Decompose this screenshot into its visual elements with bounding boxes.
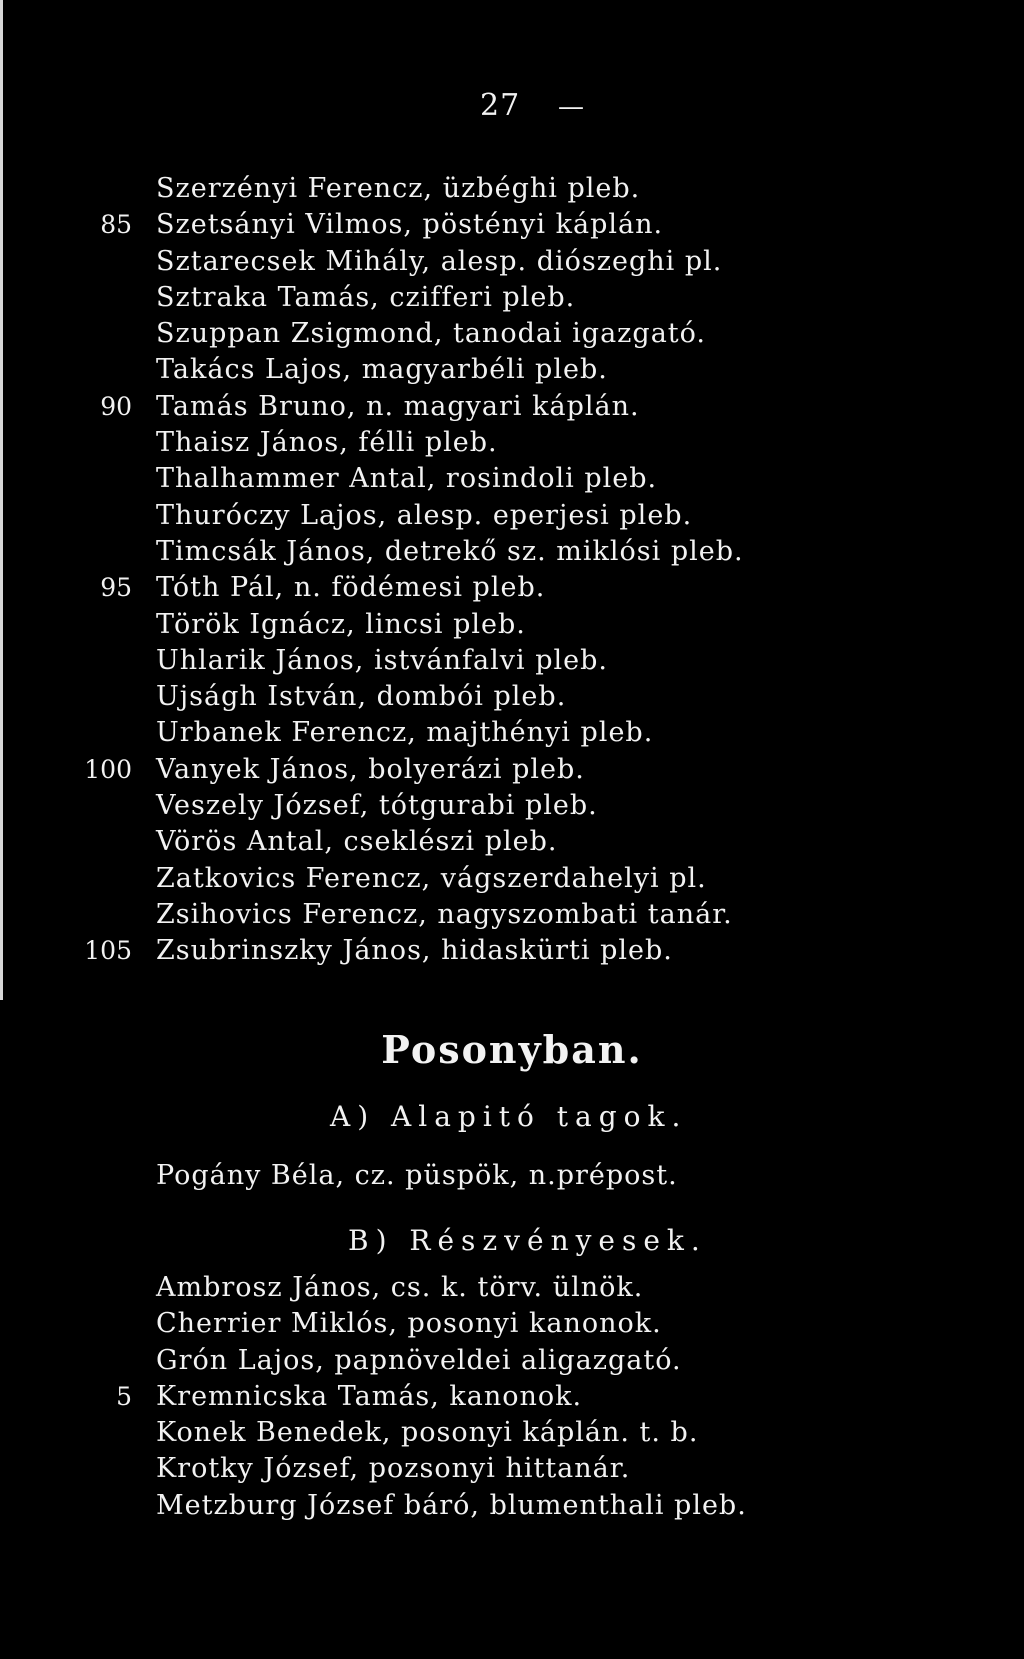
list-item	[0, 752, 1024, 788]
entry-text: Vörös Antal, cseklészi pleb.	[156, 826, 558, 858]
list-item	[0, 570, 1024, 606]
entry-text: Kremnicska Tamás, kanonok.	[156, 1380, 583, 1412]
entry-text: Ujságh István, dombói pleb.	[156, 681, 567, 713]
entry-text: Szerzényi Ferencz, üzbéghi pleb.	[156, 173, 641, 204]
entry-text: Krotky József, pozsonyi hittanár.	[156, 1453, 631, 1485]
list-item	[0, 316, 1024, 352]
entry-text: Tamás Bruno, n. magyari káplán.	[156, 390, 640, 422]
list-item	[0, 933, 1024, 969]
list-item	[0, 643, 1024, 679]
entry-text: Takács Lajos, magyarbéli pleb.	[156, 354, 608, 386]
entry-text: Zsihovics Ferencz, nagyszombati tanár.	[156, 898, 733, 930]
list-item	[0, 461, 1024, 497]
member-list-main	[0, 171, 1024, 970]
subsection-heading-shareholders: B) Részvényesek.	[348, 1224, 707, 1257]
member-list-shareholders	[0, 1270, 1024, 1524]
list-item	[0, 1270, 1024, 1306]
entry-text: Ambrosz János, cs. k. törv. ülnök.	[156, 1272, 644, 1303]
list-item	[0, 679, 1024, 715]
section-title: Posonyban.	[381, 1027, 643, 1072]
entry-text: Szetsányi Vilmos, pöstényi káplán.	[156, 209, 664, 241]
entry-number: 90	[100, 391, 132, 421]
entry-text: Konek Benedek, posonyi káplán. t. b.	[156, 1417, 699, 1449]
entry-number: 105	[84, 936, 132, 966]
list-item	[0, 207, 1024, 243]
list-item	[0, 244, 1024, 280]
list-item	[0, 1451, 1024, 1487]
list-item	[0, 1343, 1024, 1379]
list-item	[0, 824, 1024, 860]
entry-text: Vanyek János, bolyerázi pleb.	[156, 753, 585, 785]
list-item	[0, 534, 1024, 570]
list-item	[0, 352, 1024, 388]
entry-text: Grón Lajos, papnöveldei aligazgató.	[156, 1344, 682, 1376]
entry-text: Szuppan Zsigmond, tanodai igazgató.	[156, 318, 707, 350]
entry-number: 95	[100, 573, 132, 603]
entry-text: Zsubrinszky János, hidaskürti pleb.	[156, 935, 673, 967]
entry-number: 100	[84, 754, 132, 784]
subsection-heading-founders: A) Alapitó tagok.	[330, 1100, 688, 1133]
list-item	[0, 425, 1024, 461]
entry-text: Sztarecsek Mihály, alesp. diószeghi pl.	[156, 245, 723, 277]
entry-text: Urbanek Ferencz, majthényi pleb.	[156, 717, 654, 749]
entry-text: Tóth Pál, n. födémesi pleb.	[156, 572, 546, 604]
entry-text: Cherrier Miklós, posonyi kanonok.	[156, 1308, 662, 1340]
list-item	[0, 788, 1024, 824]
founder-entry: Pogány Béla, cz. püspök, n.prépost.	[156, 1160, 678, 1191]
entry-text: Veszely József, tótgurabi pleb.	[156, 790, 598, 822]
entry-text: Thaisz János, félli pleb.	[156, 427, 498, 459]
list-item	[0, 280, 1024, 316]
entry-number: 5	[116, 1381, 132, 1411]
entry-text: Timcsák János, detrekő sz. miklósi pleb.	[156, 535, 744, 567]
page-number: 27	[480, 88, 521, 123]
list-item	[0, 897, 1024, 933]
list-item	[0, 498, 1024, 534]
entry-text: Metzburg József báró, blumenthali pleb.	[156, 1489, 747, 1521]
page-number-dash: —	[558, 92, 584, 122]
entry-number: 85	[100, 210, 132, 240]
list-item	[0, 1488, 1024, 1524]
list-item	[0, 1306, 1024, 1342]
entry-text: Török Ignácz, lincsi pleb.	[156, 608, 526, 640]
list-item	[0, 171, 1024, 207]
entry-text: Uhlarik János, istvánfalvi pleb.	[156, 644, 608, 676]
entry-text: Thuróczy Lajos, alesp. eperjesi pleb.	[156, 499, 693, 531]
list-item	[0, 861, 1024, 897]
list-item	[0, 1415, 1024, 1451]
list-item	[0, 607, 1024, 643]
entry-text: Sztraka Tamás, czifferi pleb.	[156, 281, 576, 313]
list-item	[0, 1379, 1024, 1415]
list-item	[0, 715, 1024, 751]
list-item	[0, 389, 1024, 425]
entry-text: Thalhammer Antal, rosindoli pleb.	[156, 463, 658, 495]
entry-text: Zatkovics Ferencz, vágszerdahelyi pl.	[156, 862, 707, 894]
